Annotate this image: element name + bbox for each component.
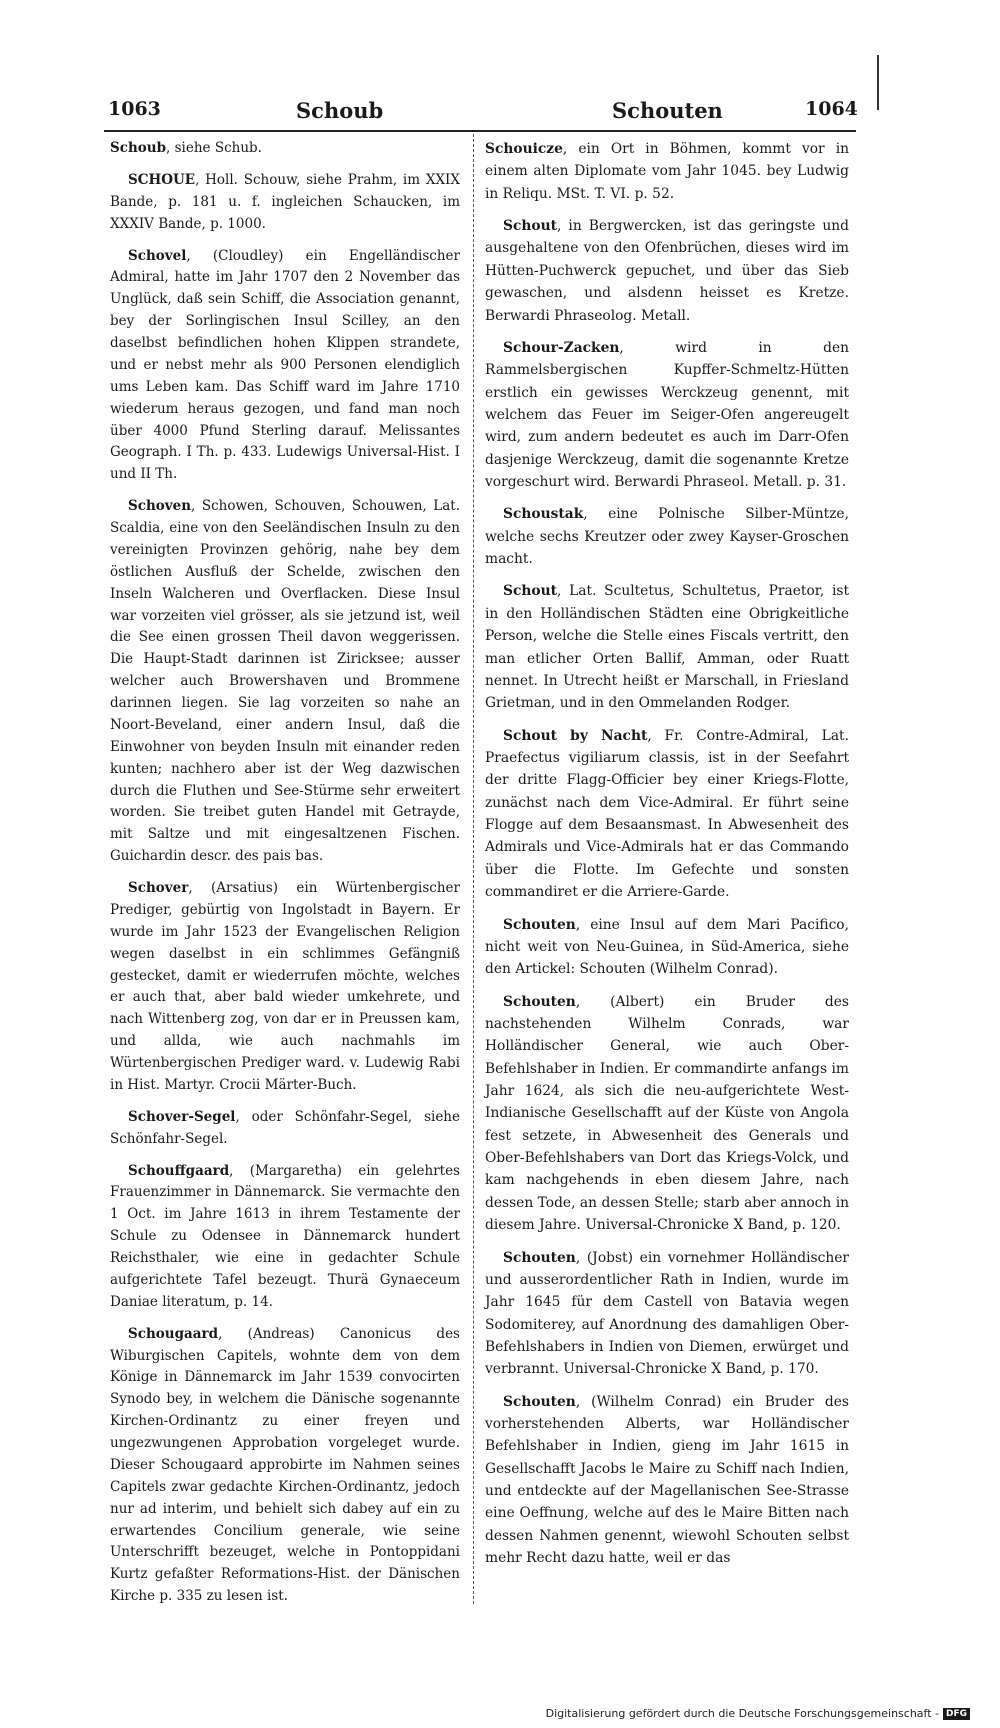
entry: Schover, (Arsatius) ein Würtenbergischer Prediger, gebürtig von Ingolstadt in Bayern. Er wurde im Jahr 1523 der Evangelischen Religion wegen daselbst in ein schlimmes Gefängniß gestecket, damit er wiederrufen möchte, welches er auch that, aber bald wieder umkehrete, und nach Wittenberg zog, von dar er in Preussen kam, und allda, wie auch nachmahls im Würtenbergischen Prediger ward. v. Ludewig Rabi in Hist. Martyr. Crocii Märter-Buch. xyxy=(110,880,460,1093)
dfg-logo: DFG xyxy=(943,1708,970,1720)
headword: Schougaard xyxy=(128,1325,219,1342)
entry: Schout, in Bergwercken, ist das geringste und ausgehaltene von den Ofenbrüchen, dieses wird im Hütten-Puchwerck gepuchet, und über das Sieb gewaschen, und alsdenn heisset es Kretze. Berwardi Phraseolog. Metall. xyxy=(485,218,849,324)
entry: Schoub, siehe Schub. xyxy=(110,140,262,156)
left-column xyxy=(110,138,460,1618)
right-page-number: 1064 xyxy=(805,98,858,120)
entry: Schouten, (Albert) ein Bruder des nachstehenden Wilhelm Conrads, war Holländischer General, wie auch Ober-Befehlshaber in Indien. Er commandirte anfangs im Jahr 1624, als sich die neu-aufgerichtete West-Indianische Gesellschafft auf der Küste von Angola fest setzete, in Abwesenheit des Generals und Ober-Befehlshabers van Dort das Kriegs-Volck, und kam nachgehends in eben diesem Jahre, nach dessen Tode, an dessen Stelle; starb aber annoch in diesem Jahre. Universal-Chronicke X Band, p. 120. xyxy=(485,993,849,1234)
headword: Schouicze xyxy=(485,141,563,157)
headword: Schoub xyxy=(110,140,167,156)
entry: Schout by Nacht, Fr. Contre-Admiral, Lat. Praefectus vigiliarum classis, ist in der Seefahrt der dritte Flagg-Officier bey einer Kriegs-Flotte, zunächst nach dem Vice-Admiral. Er führt seine Flogge auf dem Besaansmast. In Abwesenheit des Admirals und Vice-Admirals hat er das Commando über die Flotte. Im Gefechte und sonsten commandiret er die Arriere-Garde. xyxy=(485,727,849,901)
headword: Schouten xyxy=(503,1393,576,1410)
headword: Schover-Segel xyxy=(128,1108,236,1125)
headword: Schovel xyxy=(128,247,187,264)
header-rule xyxy=(104,130,856,132)
headword: Schoustak xyxy=(503,506,584,523)
headword: Schouten xyxy=(503,1249,576,1266)
headword: Schoven xyxy=(128,498,192,515)
entry: Schoven, Schowen, Schouven, Schouwen, Lat. Scaldia, eine von den Seeländischen Insuln zu den vereinigten Provinzen gehörig, nahe bey dem östlichen Ausfluß der Schelde, zwischen den Inseln Walcheren und Overflacken. Diese Insul war vorzeiten viel grösser, als sie jetzund ist, weil die See einen grossen Theil davon weggerissen. Die Haupt-Stadt darinnen ist Ziricksee; ausser welcher auch Browershaven und Brommene darinnen liegen. Sie lag vorzeiten so nahe an Noort-Beveland, einer andern Insul, daß die Einwohner von beyden Insuln mit einander reden kunten; nachhero aber ist der Weg dazwischen durch die Fluthen und See-Stürme sehr erweitert worden. Sie treibet guten Handel mit Getrayde, mit Saltze und mit eingesaltzenen Fischen. Guichardin descr. des pais bas. xyxy=(110,498,460,865)
entry: Schouffgaard, (Margaretha) ein gelehrtes Frauenzimmer in Dännemarck. Sie vermachte den 1 Oct. im Jahre 1613 in ihrem Testamente der Schule zu Odensee in Dännemarck hundert Reichsthaler, wie eine in gedachter Schule aufgerichtete Tafel bezeugt. Thurä Gynaeceum Daniae literatum, p. 14. xyxy=(110,1162,460,1310)
right-running-head: Schouten xyxy=(612,98,723,123)
headword: Schouten xyxy=(503,993,576,1010)
entry: Schouicze, ein Ort in Böhmen, kommt vor in einem alten Diplomate vom Jahr 1045. bey Ludwig in Reliqu. MSt. T. VI. p. 52. xyxy=(485,141,849,202)
entry: Schover-Segel, oder Schönfahr-Segel, siehe Schönfahr-Segel. xyxy=(110,1108,460,1147)
headword: Schout xyxy=(503,583,558,600)
headword: Schour-Zacken xyxy=(503,339,620,356)
entry: SCHOUE, Holl. Schouw, siehe Prahm, im XXIX Bande, p. 181 u. f. ingleichen Schaucken, im XXXIV Bande, p. 1000. xyxy=(110,171,460,232)
entry: Schougaard, (Andreas) Canonicus des Wiburgischen Capitels, wohnte dem von dem Könige in Dännemarck im Jahr 1539 convocirten Synodo bey, in welchem die Dänische sogenannte Kirchen-Ordinantz zu einer freyen und ungezwungenen Approbation vorgeleget wurde. Dieser Schougaard approbirte im Nahmen seines Capitels zwar gedachte Kirchen-Ordinantz, jedoch nur ad interim, und behielt sich dabey auf ein zu erwartendes Concilium generale, wie seine Unterschrifft bezeuget, welche in Pontoppidani Kurtz gefaßter Reformations-Hist. der Dänischen Kirche p. 335 zu lesen ist. xyxy=(110,1325,460,1605)
entry: Schovel, (Cloudley) ein Engelländischer Admiral, hatte im Jahr 1707 den 2 November das Unglück, daß sein Schiff, die Association genannt, bey der Sorlingischen Insul Scilley, an den daselbst befindlichen hohen Klippen strandete, und er nebst mehr als 900 Personen elendiglich ums Leben kam. Das Schiff ward im Jahre 1710 wiederum heraus gezogen, und fand man noch über 4000 Pfund Sterling darauf. Melissantes Geograph. I Th. p. 433. Ludewigs Universal-Hist. I und II Th. xyxy=(110,247,460,483)
digitization-footer xyxy=(546,1707,970,1720)
entry: Schouten, eine Insul auf dem Mari Pacifico, nicht weit von Neu-Guinea, in Süd-America, siehe den Artickel: Schouten (Wilhelm Conrad). xyxy=(485,916,849,978)
headword: Schout xyxy=(503,218,558,235)
entry: Schouten, (Jobst) ein vornehmer Holländischer und ausserordentlicher Rath in Indien, wurde im Jahr 1645 für dem Castell von Batavia wegen Sodomiterey, auf Anordnung des damahligen Ober-Befehlshabers in Indien von Diemen, erwürget und verbrannt. Universal-Chronicke X Band, p. 170. xyxy=(485,1249,849,1378)
headword: Schout by Nacht xyxy=(503,727,648,744)
footer-text: Digitalisierung gefördert durch die Deutsche Forschungsgemeinschaft - xyxy=(545,1707,939,1720)
column-divider xyxy=(473,134,475,1604)
entry: Schoustak, eine Polnische Silber-Müntze, welche sechs Kreutzer oder zwey Kayser-Groschen macht. xyxy=(485,506,849,568)
headword: Schouten xyxy=(503,916,576,933)
headword: SCHOUE xyxy=(128,171,196,188)
entry: Schout, Lat. Scultetus, Schultetus, Praetor, ist in den Holländischen Städten eine Obrigkeitliche Person, welche die Stelle eines Fiscals vertritt, den man etlicher Orten Ballif, Amman, oder Ruatt nennet. In Utrecht heißt er Marschall, in Friesland Grietman, und in den Ommelanden Rodger. xyxy=(485,583,849,712)
entry: Schour-Zacken, wird in den Rammelsbergischen Kupffer-Schmeltz-Hütten erstlich ein gewisses Werckzeug genennt, mit welchem das Feuer im Seiger-Ofen angereugelt wird, zum andern bedeutet es auch im Darr-Ofen dasjenige Werckzeug, damit die sogenannte Kretze vorgeschurt wird. Berwardi Phraseol. Metall. p. 31. xyxy=(485,339,849,491)
page-edge-mark xyxy=(877,55,879,110)
right-column xyxy=(485,138,849,1580)
entry: Schouten, (Wilhelm Conrad) ein Bruder des vorherstehenden Alberts, war Holländischer Befehlshaber in Indien, gieng im Jahr 1615 in Gesellschafft Jacobs le Maire zu Schiff nach Indien, und entdeckte auf der Magellanischen See-Strasse eine Oeffnung, welche auf des le Maire Bitten nach dessen Nahmen genennt, wiewohl Schouten selbst mehr Recht dazu hatte, weil er das xyxy=(485,1393,849,1567)
left-page-number: 1063 xyxy=(108,98,161,120)
left-running-head: Schoub xyxy=(296,98,384,123)
headword: Schouffgaard xyxy=(128,1162,230,1179)
headword: Schover xyxy=(128,880,189,896)
